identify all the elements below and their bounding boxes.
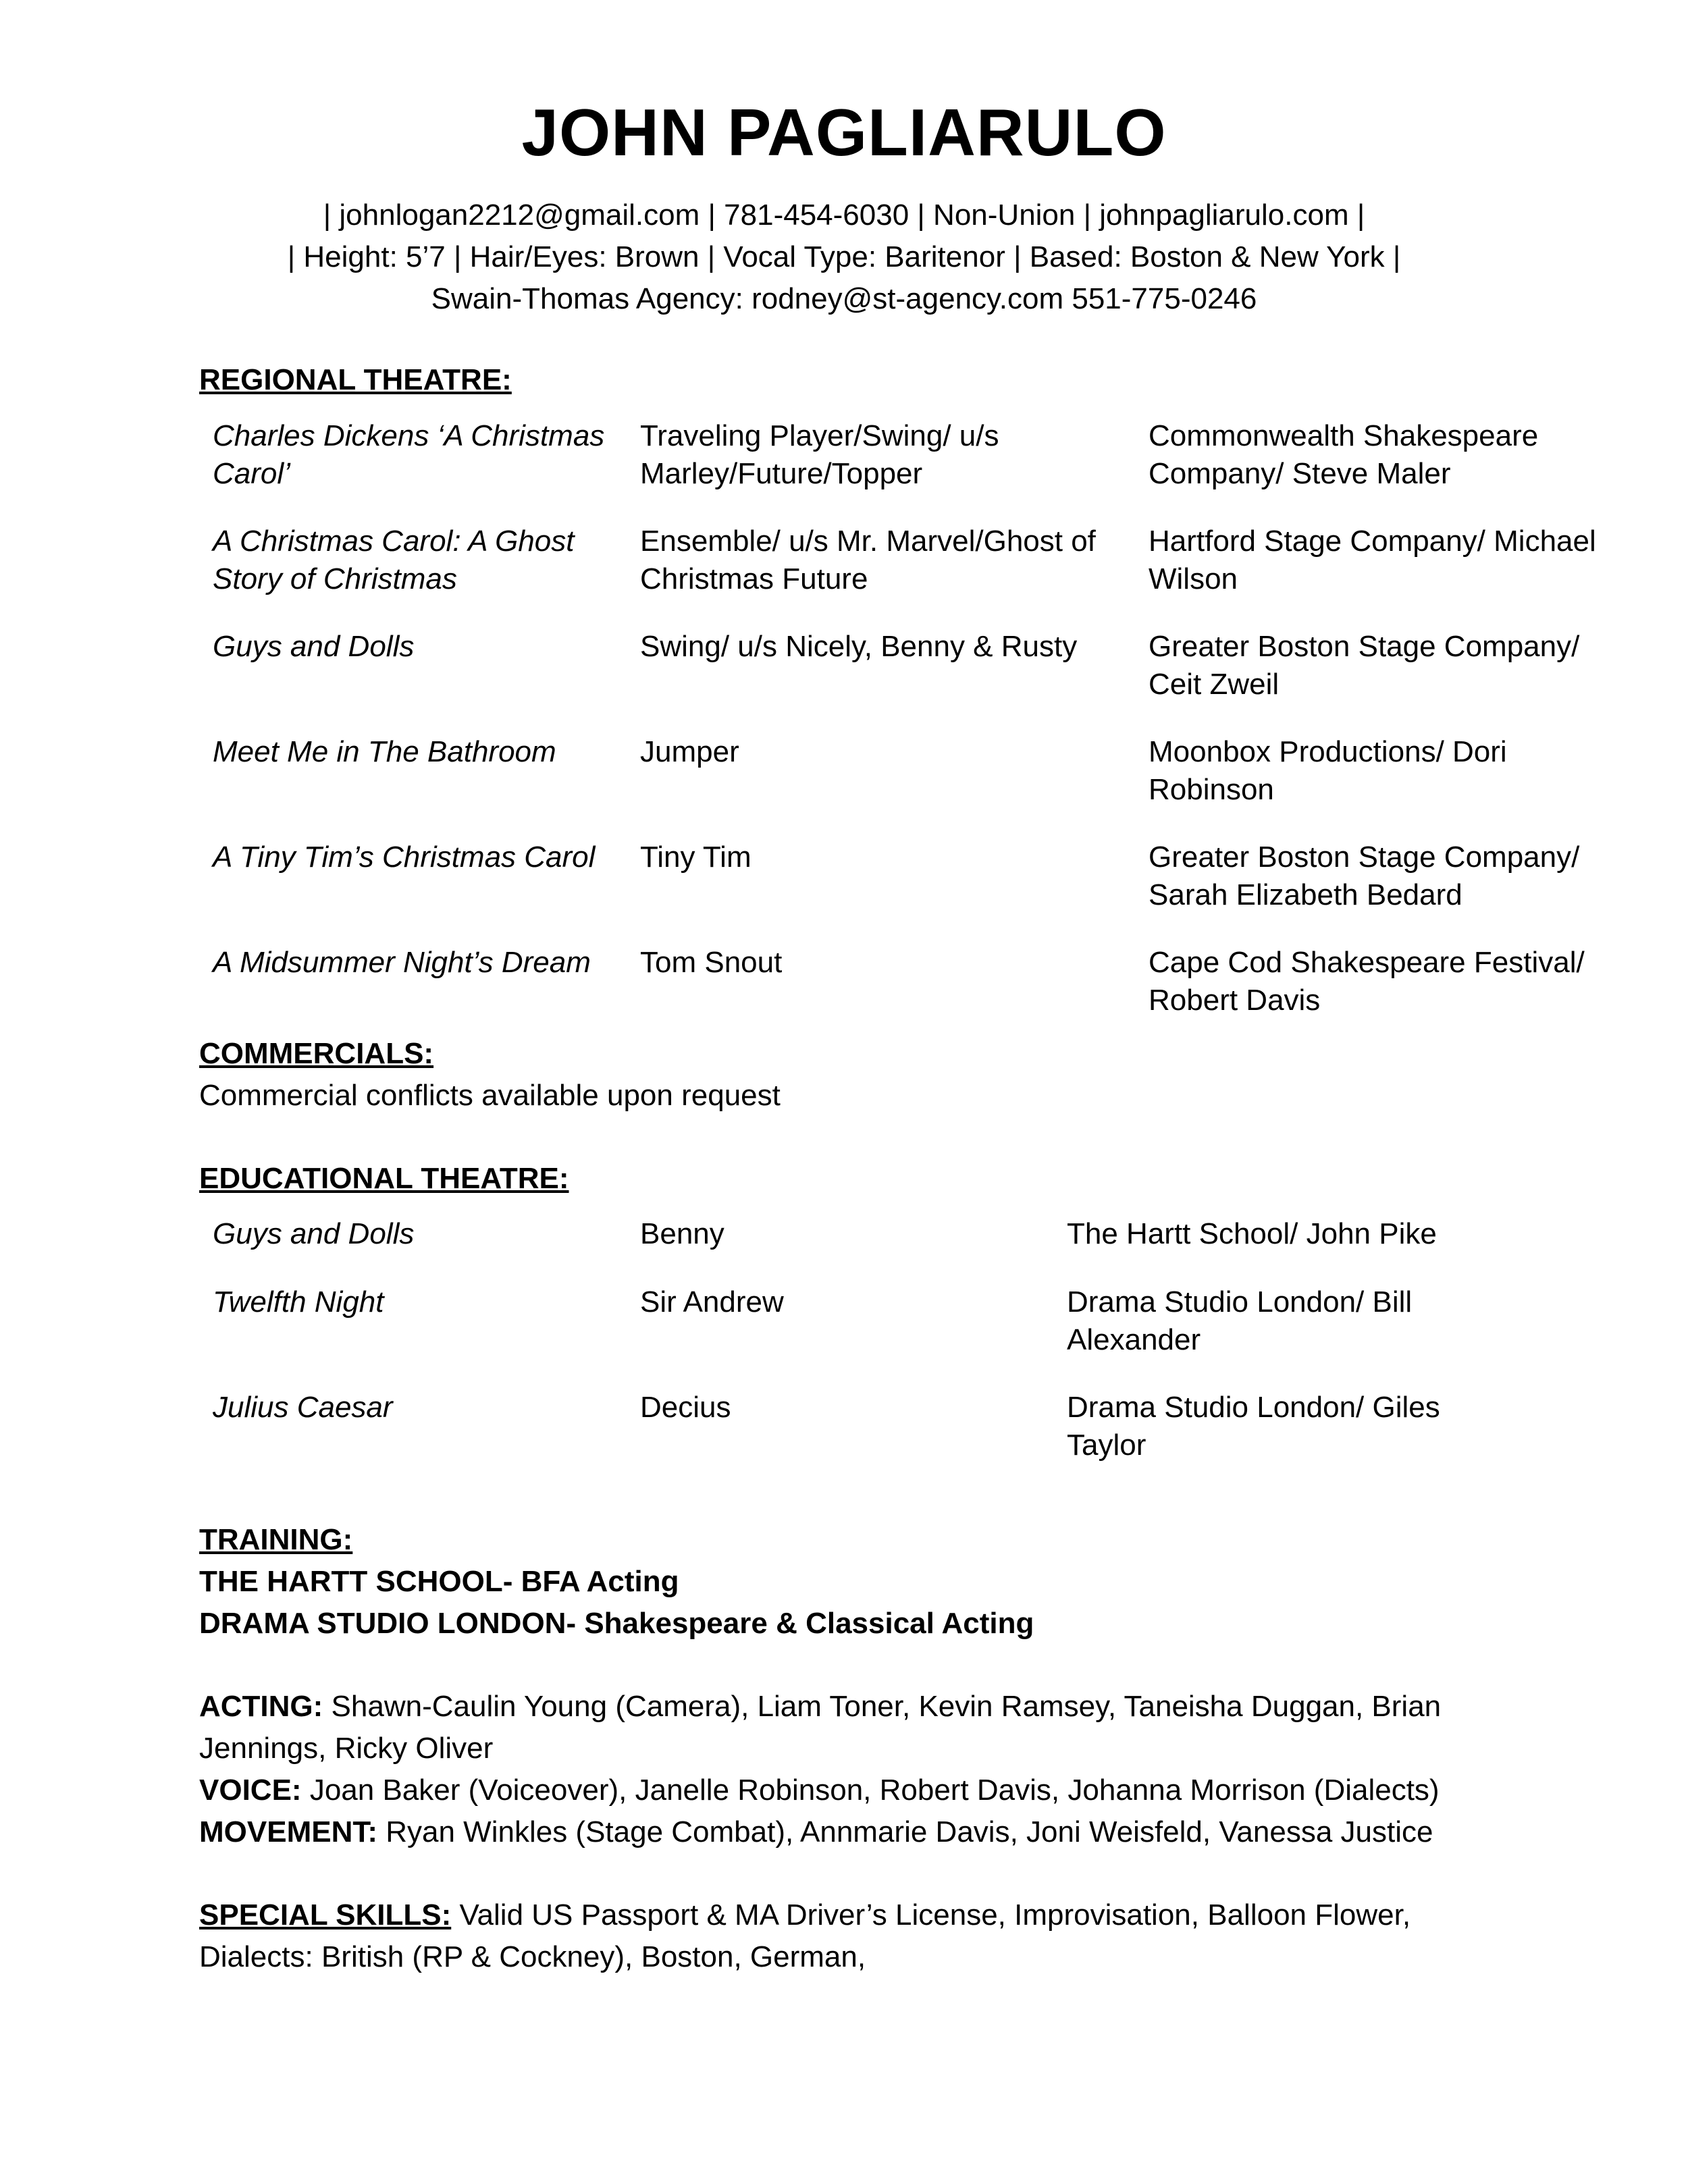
role: Tom Snout: [640, 946, 783, 979]
acting-label: ACTING:: [199, 1690, 323, 1723]
movement-label: MOVEMENT:: [199, 1815, 377, 1848]
company: The Hartt School/ John Pike: [1067, 1217, 1437, 1250]
contact-block: [0, 194, 1688, 320]
commercials-section: [199, 1033, 781, 1117]
training-section: [199, 1519, 1034, 1645]
show-title: Twelfth Night: [213, 1285, 384, 1319]
skills-section: [199, 1894, 1523, 1978]
dialects-label: Dialects:: [199, 1940, 313, 1973]
role: Sir Andrew: [640, 1285, 784, 1319]
teachers-section: [199, 1686, 1502, 1853]
commercials-heading: COMMERCIALS:: [199, 1037, 434, 1070]
company: Hartford Stage Company/ Michael Wilson: [1149, 525, 1596, 595]
show-title: Julius Caesar: [213, 1391, 393, 1424]
show-title: Meet Me in The Bathroom: [213, 735, 556, 768]
training-line-2: DRAMA STUDIO LONDON- Shakespeare & Classical Acting: [199, 1607, 1034, 1640]
role: Jumper: [640, 735, 739, 768]
role: Tiny Tim: [640, 841, 751, 874]
movement-line: [199, 1811, 1502, 1853]
acting-line: [199, 1686, 1502, 1769]
voice-text: Joan Baker (Voiceover), Janelle Robinson, Robert Davis, Johanna Morrison (Dialects): [309, 1774, 1440, 1807]
company: Drama Studio London/ Bill Alexander: [1067, 1285, 1413, 1356]
contact-line-2: | Height: 5’7 | Hair/Eyes: Brown | Vocal Type: Baritenor | Based: Boston & New York |: [287, 240, 1401, 273]
show-title: A Tiny Tim’s Christmas Carol: [213, 841, 596, 874]
show-title: A Midsummer Night’s Dream: [213, 946, 591, 979]
training-line-1: THE HARTT SCHOOL- BFA Acting: [199, 1565, 679, 1598]
contact-line-1: | johnlogan2212@gmail.com | 781-454-6030 | Non-Union | johnpagliarulo.com |: [323, 198, 1365, 232]
role: Traveling Player/Swing/ u/s Marley/Future/Topper: [640, 419, 999, 490]
show-title: A Christmas Carol: A Ghost Story of Christmas: [213, 525, 575, 595]
contact-line-3: Swain-Thomas Agency: rodney@st-agency.com 551-775-0246: [431, 282, 1257, 315]
company: Moonbox Productions/ Dori Robinson: [1149, 735, 1507, 806]
movement-text: Ryan Winkles (Stage Combat), Annmarie Davis, Joni Weisfeld, Vanessa Justice: [386, 1815, 1433, 1848]
role: Benny: [640, 1217, 724, 1250]
regional-heading: REGIONAL THEATRE:: [199, 363, 512, 396]
role: Ensemble/ u/s Mr. Marvel/Ghost of Christmas Future: [640, 525, 1096, 595]
role: Decius: [640, 1391, 731, 1424]
company: Cape Cod Shakespeare Festival/ Robert Davis: [1149, 946, 1585, 1017]
show-title: Guys and Dolls: [213, 630, 415, 663]
educational-heading: EDUCATIONAL THEATRE:: [199, 1162, 569, 1195]
skills-text: Valid US Passport & MA Driver’s License, Improvisation, Balloon Flower,: [459, 1898, 1411, 1932]
company: Greater Boston Stage Company/ Sarah Elizabeth Bedard: [1149, 841, 1580, 911]
company: Greater Boston Stage Company/ Ceit Zweil: [1149, 630, 1580, 701]
acting-text: Shawn-Caulin Young (Camera), Liam Toner, Kevin Ramsey, Taneisha Duggan, Brian Jennings, Ricky Oliver: [199, 1690, 1442, 1765]
dialects-text: British (RP & Cockney), Boston, German,: [321, 1940, 866, 1973]
show-title: Guys and Dolls: [213, 1217, 415, 1250]
commercials-text: Commercial conflicts available upon request: [199, 1079, 781, 1112]
company: Drama Studio London/ Giles Taylor: [1067, 1391, 1440, 1462]
company: Commonwealth Shakespeare Company/ Steve Maler: [1149, 419, 1539, 490]
show-title: Charles Dickens ‘A Christmas Carol’: [213, 419, 605, 490]
voice-line: [199, 1769, 1502, 1811]
voice-label: VOICE:: [199, 1774, 302, 1807]
training-heading: TRAINING:: [199, 1523, 353, 1556]
skills-heading: SPECIAL SKILLS:: [199, 1898, 452, 1932]
role: Swing/ u/s Nicely, Benny & Rusty: [640, 630, 1078, 663]
resume-name: JOHN PAGLIARULO: [521, 95, 1167, 169]
